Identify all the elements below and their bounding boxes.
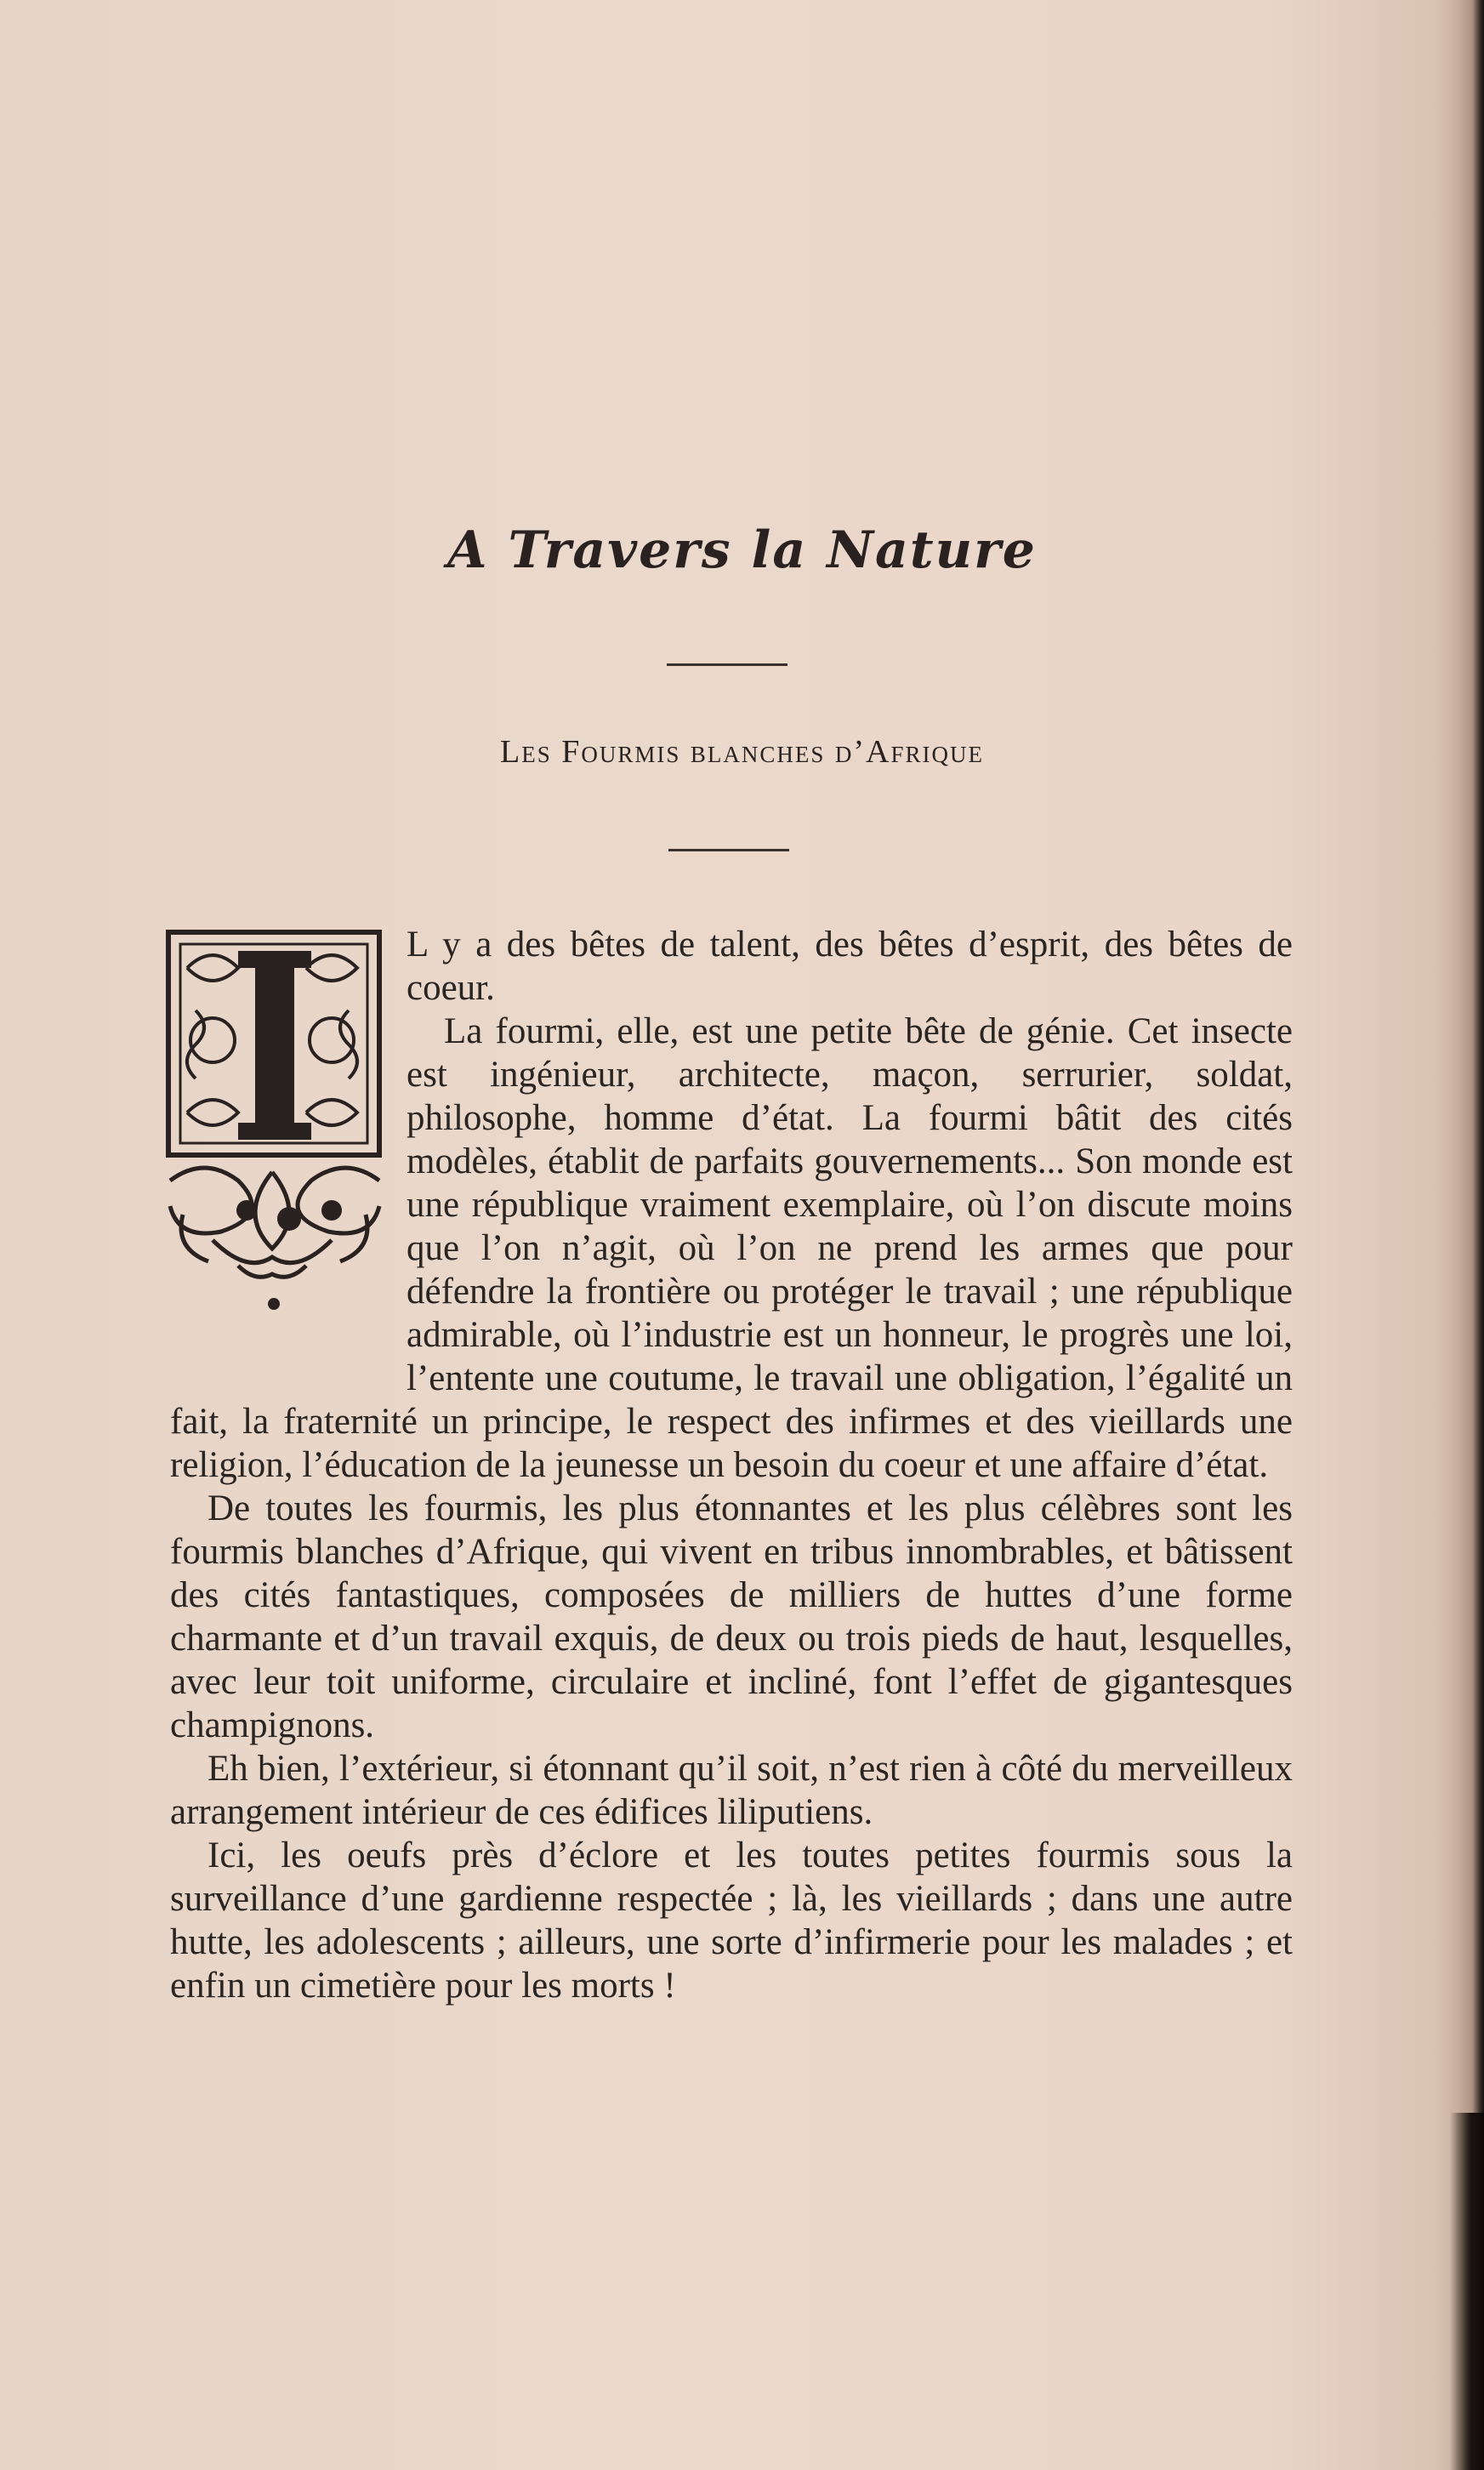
paragraph-2: La fourmi, elle, est une petite bête de génie. Cet insecte est ingénieur, architecte, maçon, serrurier, soldat, philosophe, homme d’état. La fourmi bâtit des cités modèles, établit de parfaits gouvernements... Son monde est une république vraiment exemplaire, où l’on discute moins que l’on n’agit, où l’on ne prend les armes que pour défendre la frontière ou protéger le travail ; une république admirable, où l’industrie est un honneur, le progrès une loi, l’entente une coutume, le travail une obligation, l’égalité un fait, la fraternité un principe, le respect des infirmes et des vieillards une religion, l’éducation de la jeunesse un besoin du coeur et une affaire d’état. — [170, 1011, 1293, 1485]
drop-cap-space — [170, 923, 407, 1365]
page-edge-dark-strip — [1450, 2113, 1484, 2470]
article-body — [170, 923, 1293, 2007]
subtitle-rule — [668, 849, 789, 851]
paragraph-3: De toutes les fourmis, les plus étonnantes et les plus célèbres sont les fourmis blanches d’Afrique, qui vivent en tribus innombrables, et bâtissent des cités fantastiques, composées de milliers de huttes d’une forme charmante et d’un travail exquis, de deux ou trois pieds de haut, lesquelles, avec leur toit uniforme, circulaire et incliné, font l’effet de gigantesques champignons. — [170, 1488, 1293, 1745]
paragraph-5: Ici, les oeufs près d’éclore et les toutes petites fourmis sous la surveillance d’une gardienne respectée ; là, les vieillards ; dans une autre hutte, les adolescents ; ailleurs, une sorte d’infirmerie pour les malades ; et enfin un cimetière pour les morts ! — [170, 1835, 1293, 2006]
paragraph-4: Eh bien, l’extérieur, si étonnant qu’il soit, n’est rien à côté du merveilleux arrangement intérieur de ces édifices liliputiens. — [170, 1749, 1293, 1832]
page-edge-shadow — [1437, 0, 1484, 2470]
paragraph-1: L y a des bêtes de talent, des bêtes d’esprit, des bêtes de coeur. — [407, 925, 1293, 1008]
heading-rule — [667, 663, 787, 666]
page-heading: A Travers la Nature — [447, 521, 1037, 580]
article-subtitle: Les Fourmis blanches d’Afrique — [500, 734, 984, 770]
